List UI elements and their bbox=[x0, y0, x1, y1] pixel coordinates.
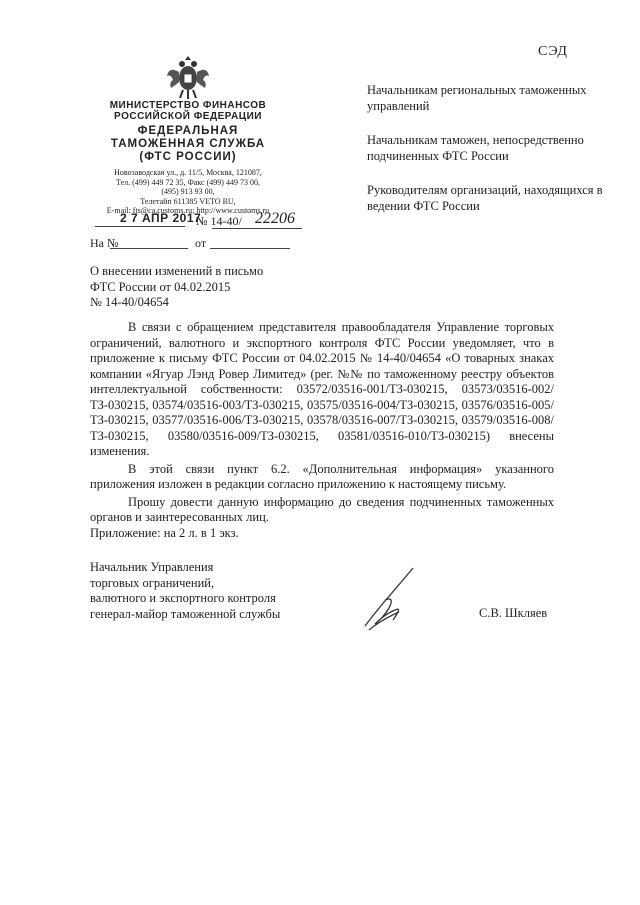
ministry-name bbox=[92, 100, 284, 122]
signer-title-line: Начальник Управления bbox=[90, 560, 214, 574]
attachment-note: Приложение: на 2 л. в 1 экз. bbox=[90, 526, 239, 540]
subject-line: № 14-40/04654 bbox=[90, 295, 169, 309]
signer-title-line: торговых ограничений, bbox=[90, 575, 215, 590]
contact-line: (495) 913 93 00, bbox=[161, 187, 215, 196]
outgoing-number-handwritten: 22206 bbox=[255, 210, 295, 227]
body-paragraph: Прошу довести данную информацию до сведения подчиненных таможенных органов и заинтересованных лиц. bbox=[90, 494, 554, 524]
outgoing-number-label: № 14-40/ bbox=[196, 214, 242, 228]
date-underline bbox=[95, 226, 185, 227]
reference-date-underline bbox=[210, 248, 290, 249]
letter-body bbox=[90, 320, 554, 528]
signer-title-line: валютного и экспортного контроля bbox=[90, 591, 276, 605]
service-line: (ФТС РОССИИ) bbox=[139, 151, 237, 163]
contact-block bbox=[92, 168, 284, 216]
handwritten-signature bbox=[355, 560, 445, 640]
subject-line: ФТС России от 04.02.2015 bbox=[90, 279, 231, 294]
service-name bbox=[92, 125, 284, 164]
letter-subject bbox=[90, 264, 320, 311]
addressee: Начальникам региональных таможенных управлений bbox=[367, 83, 587, 113]
reference-underline bbox=[110, 248, 188, 249]
reference-label: На № bbox=[90, 236, 119, 250]
addressee-block bbox=[367, 82, 607, 232]
subject-line: О внесении изменений в письмо bbox=[90, 264, 264, 278]
ministry-line: МИНИСТЕРСТВО ФИНАНСОВ bbox=[109, 100, 267, 111]
body-paragraph: В связи с обращением представителя правообладателя Управление торговых ограничений, валютного и экспортного контроля ФТС России уведомляет, что в приложение к письму ФТС России от 04.02.2015 № 14-40/04654 «О товарных знаках компании «Ягуар Лэнд Ровер Лимитед» (рег. №№ по таможенному реестру объектов интеллектуальной собственности: 03572/03516-001/ТЗ-030215, 03573/03516-002/ТЗ-030215, 03574/03516-003/ТЗ-030215, 03575/03516-004/ТЗ-030215, 03576/03516-005/ТЗ-030215, 03577/03516-006/ТЗ-030215, 03578/03516-007/ТЗ-030215, 03579/03516-008/ТЗ-030215, 03580/03516-009/ТЗ-030215, 03581/03516-010/ТЗ-030215) внесены изменения. bbox=[90, 320, 554, 458]
service-line: ФЕДЕРАЛЬНАЯ bbox=[137, 125, 239, 137]
contact-line: Телетайп 611385 VETO RU, bbox=[140, 196, 236, 206]
number-underline bbox=[212, 228, 302, 229]
contact-line: Новозаводская ул., д. 11/5, Москва, 121087, bbox=[114, 168, 262, 177]
service-line: ТАМОЖЕННАЯ СЛУЖБА bbox=[110, 138, 266, 150]
contact-line: E-mail: fts@ca.customs.ru; http://www.customs.ru bbox=[106, 206, 270, 215]
signer-name: С.В. Шкляев bbox=[479, 606, 548, 620]
corner-mark: СЭД bbox=[538, 44, 568, 59]
date-stamp: 2 7 АПР 2017 bbox=[120, 211, 202, 225]
addressee: Начальникам таможен, непосредственно подчиненных ФТС России bbox=[367, 133, 584, 163]
signer-title-line: генерал-майор таможенной службы bbox=[90, 606, 281, 621]
coat-of-arms-icon bbox=[165, 52, 211, 102]
contact-line: Тел. (499) 449 72 35, Факс (499) 449 73 00, bbox=[116, 177, 260, 187]
body-paragraph: В этой связи пункт 6.2. «Дополнительная информация» указанного приложения изложен в редакции согласно приложению к настоящему письму. bbox=[90, 461, 554, 491]
signer-title bbox=[90, 560, 350, 622]
ministry-line: РОССИЙСКОЙ ФЕДЕРАЦИИ bbox=[114, 111, 262, 122]
addressee: Руководителям организаций, находящихся в ведении ФТС России bbox=[367, 183, 603, 213]
reference-from-label: от bbox=[195, 236, 207, 250]
